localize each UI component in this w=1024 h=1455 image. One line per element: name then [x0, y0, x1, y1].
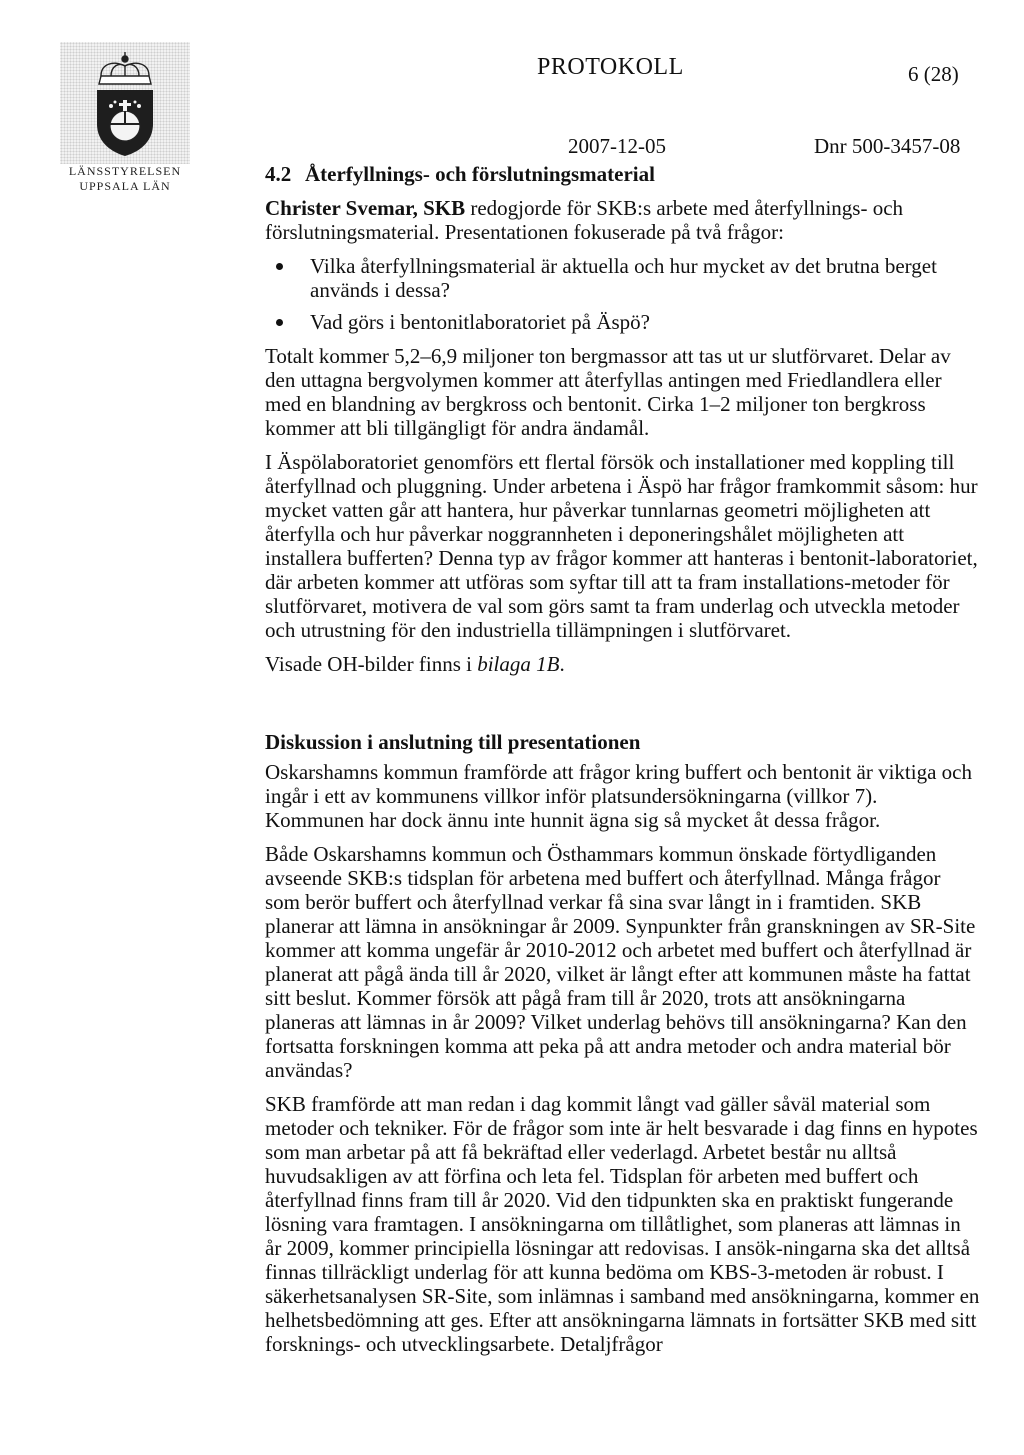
- discussion-paragraph: Oskarshamns kommun framförde att frågor kring buffert och bentonit är viktiga och ingår i ett av kommunens villkor inför platsundersökningarna (villkor 7). Kommunen har dock ännu inte hunnit ägna sig så mycket åt dessa frågor.: [265, 760, 972, 832]
- document-date: 2007-12-05: [568, 134, 666, 158]
- intro-paragraph: [265, 196, 980, 244]
- document-body: [265, 162, 980, 1366]
- discussion-paragraph: Både Oskarshamns kommun och Östhammars kommun önskade förtydliganden avseende SKB:s tidsplan för arbetena med buffert och återfyllnad. Många frågor som berör buffert och återfyllnad verkar få sina svar långt in i framtiden. SKB planerar att lämna in ansökningar år 2009. Synpunkter från granskningen av SR-Site kommer att komma ungefär år 2010-2012 och arbetet med buffert och återfyllnad är planerat att pågå ända till år 2020, vilket är långt efter att kommunen måste ha fattat sitt beslut. Kommer försök att pågå fram till år 2020, trots att ansökningarna planeras att lämnas in år 2009? Vilket underlag behövs till ansökningarna? Kan den fortsatta forskningen komma att peka på att andra metoder och andra material bör användas?: [265, 842, 976, 1082]
- discussion-paragraph: SKB framförde att man redan i dag kommit långt vad gäller såväl material som metoder och tekniker. För de frågor som inte är helt besvarade i dag finns en hypotes som man arbetar på att få bekräftad eller vederlagd. Arbetet består nu alltså huvudsakligen av att förfina och leta fel. Tidsplan för arbeten med buffert och återfyllnad finns fram till år 2020. Vid den tidpunkten ska en praktiskt fungerande lösning vara framtagen. I ansökningarna om tillåtlighet, som planeras att lämnas in år 2009, kommer principiella lösningar att redovisas. I ansök-ningarna ska det alltså finnas tillräckligt underlag för att kunna bedöma om KBS-3-metoden är robust. I säkerhetsanalysen SR-Site, som inlämnas i samband med ansökningarna, kommer en helhetsbedömning att ges. Efter att ansökningarna lämnats in fortsätter SKB med sitt forsknings- och utvecklingsarbete. Detaljfrågor: [265, 1092, 980, 1356]
- document-type: PROTOKOLL: [537, 54, 684, 80]
- county-logo: [60, 42, 190, 192]
- coat-of-arms-icon: [91, 50, 159, 158]
- discussion-heading: Diskussion i anslutning till presentationen: [265, 730, 641, 754]
- organization-line-2: UPPSALA LÄN: [79, 179, 171, 193]
- attachment-name: bilaga 1B: [477, 652, 560, 676]
- speaker-name: Christer Svemar, SKB: [265, 196, 466, 220]
- list-item: Vad görs i bentonitlaboratoriet på Äspö?: [310, 310, 980, 334]
- paragraph-rock-volumes: Totalt kommer 5,2–6,9 miljoner ton bergmassor att tas ut ur slutförvaret. Delar av den uttagna bergvolymen kommer att återfyllas antingen med Friedlandlera eller med en blandning av bergkross och bentonit. Cirka 1–2 miljoner ton bergkross kommer att bli tillgängligt för andra ändamål.: [265, 344, 951, 440]
- list-item: Vilka återfyllningsmaterial är aktuella och hur mycket av det brutna berget används i dessa?: [310, 254, 980, 302]
- attachment-suffix: .: [559, 652, 565, 676]
- paragraph-aspo-lab: I Äspölaboratoriet genomförs ett flertal försök och installationer med koppling till återfyllnad och pluggning. Under arbetena i Äspö har frågor framkommit såsom: hur mycket vatten går att hantera, hur påverkar tunnlarnas geometri möjligheten att återfylla och hur påverkar noggrannheten i deponeringshålet möjligheten att installera bufferten? Denna typ av frågor kommer att hanteras i bentonit-laboratoriet, där arbeten kommer att utföras som syftar till att ta fram installations-metoder för slutförvaret, motivera de val som görs samt ta fram underlag och utveckla metoder och utrustning för den industriella tillämpningen i slutförvaret.: [265, 450, 978, 642]
- section-title: Återfyllnings- och förslutningsmaterial: [305, 162, 655, 186]
- coat-of-arms-background: [60, 42, 190, 164]
- organization-name: [56, 164, 194, 194]
- attachment-prefix: Visade OH-bilder finns i: [265, 652, 478, 676]
- organization-line-1: LÄNSSTYRELSEN: [68, 164, 182, 178]
- intro-text: redogjorde för SKB:s arbete med återfyllnings- och förslutningsmaterial. Presentationen fokuserade på två frågor:: [265, 196, 904, 244]
- section-heading: [265, 162, 980, 186]
- attachment-reference: [265, 652, 980, 676]
- reference-number: Dnr 500-3457-08: [814, 134, 961, 158]
- question-list: [265, 254, 980, 334]
- page-number: 6 (28): [908, 62, 959, 86]
- section-number: 4.2: [265, 162, 292, 186]
